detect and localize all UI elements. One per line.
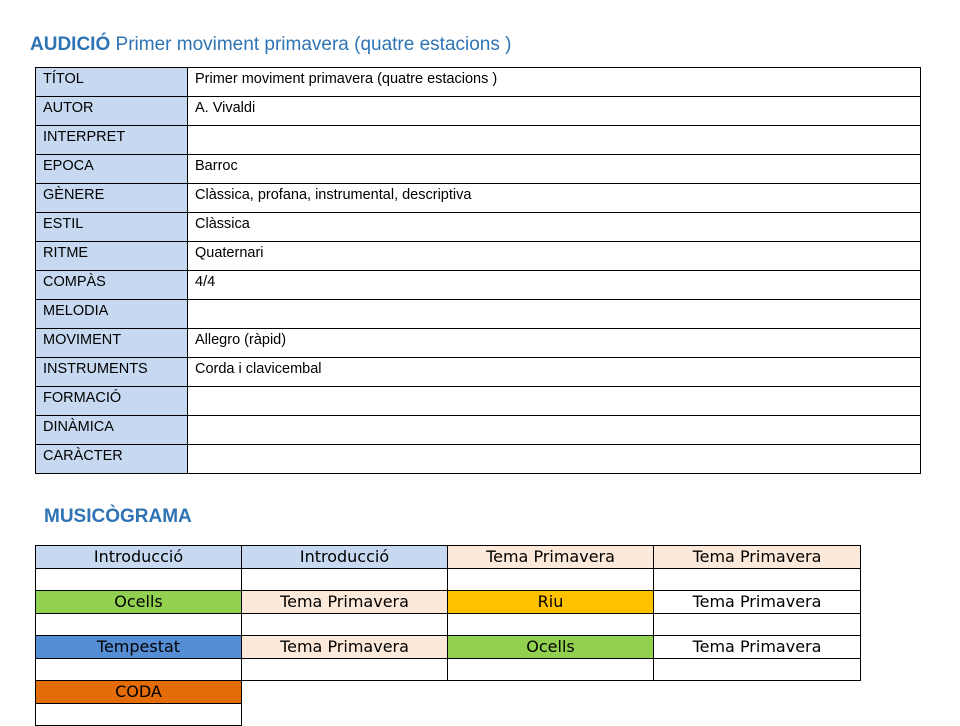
info-value[interactable] [188,387,921,416]
musicograma-empty-cell[interactable] [448,568,654,591]
musicograma-row [36,546,861,569]
musicograma-empty-cell[interactable] [448,613,654,636]
musicograma-cell[interactable]: Tema Primavera [448,546,654,569]
info-row [36,242,921,271]
info-value[interactable] [188,416,921,445]
blank-space [654,681,861,704]
audition-info-table [35,67,921,474]
blank-space [448,703,654,726]
musicograma-cell[interactable]: Ocells [36,591,242,614]
blank-space [448,681,654,704]
musicograma-empty-cell[interactable] [242,613,448,636]
musicograma-title: MUSICÒGRAMA [44,506,192,527]
info-label: TÍTOL [36,68,188,97]
info-row [36,126,921,155]
info-label: FORMACIÓ [36,387,188,416]
blank-space [242,681,448,704]
musicograma-row [36,703,861,726]
musicograma-cell[interactable]: Introducció [242,546,448,569]
info-label: MOVIMENT [36,329,188,358]
musicograma-empty-cell[interactable] [654,658,861,681]
info-label: MELODIA [36,300,188,329]
musicograma-empty-cell[interactable] [36,613,242,636]
musicograma-row [36,591,861,614]
info-row [36,300,921,329]
musicograma-cell[interactable]: Tema Primavera [242,636,448,659]
musicograma-row [36,658,861,681]
info-row [36,445,921,474]
musicograma-row [36,636,861,659]
info-label: DINÀMICA [36,416,188,445]
info-row [36,329,921,358]
musicograma-row [36,681,861,704]
musicograma-row [36,613,861,636]
musicograma-empty-cell[interactable] [242,568,448,591]
info-value[interactable]: Allegro (ràpid) [188,329,921,358]
info-value[interactable]: 4/4 [188,271,921,300]
info-label: ESTIL [36,213,188,242]
musicograma-empty-cell[interactable] [654,568,861,591]
page-title-text: Primer moviment primavera (quatre estacions ) [115,34,512,55]
blank-space [654,703,861,726]
info-label: INTERPRET [36,126,188,155]
info-label: INSTRUMENTS [36,358,188,387]
info-value[interactable]: Quaternari [188,242,921,271]
info-value[interactable]: Clàssica [188,213,921,242]
page-title [30,34,511,56]
page-title-bold: AUDICIÓ [30,34,111,55]
info-row [36,358,921,387]
info-value[interactable] [188,126,921,155]
musicograma-cell[interactable]: Tema Primavera [654,636,861,659]
musicograma-grid [35,545,861,726]
info-row [36,387,921,416]
musicograma-empty-cell[interactable] [448,658,654,681]
musicograma-cell[interactable]: Tempestat [36,636,242,659]
musicograma-cell[interactable]: Tema Primavera [654,546,861,569]
musicograma-empty-cell[interactable] [654,613,861,636]
musicograma-cell[interactable]: Tema Primavera [242,591,448,614]
musicograma-cell[interactable]: Tema Primavera [654,591,861,614]
musicograma-cell[interactable]: Ocells [448,636,654,659]
musicograma-empty-cell[interactable] [36,658,242,681]
info-label: RITME [36,242,188,271]
musicograma-cell[interactable]: CODA [36,681,242,704]
info-row [36,155,921,184]
musicograma-cell[interactable]: Introducció [36,546,242,569]
info-label: AUTOR [36,97,188,126]
info-label: EPOCA [36,155,188,184]
musicograma-row [36,568,861,591]
info-label: GÈNERE [36,184,188,213]
info-value[interactable]: Primer moviment primavera (quatre estacions ) [188,68,921,97]
info-row [36,97,921,126]
info-value[interactable]: Barroc [188,155,921,184]
musicograma-cell[interactable]: Riu [448,591,654,614]
info-value[interactable]: A. Vivaldi [188,97,921,126]
blank-space [242,703,448,726]
musicograma-empty-cell[interactable] [242,658,448,681]
musicograma-empty-cell[interactable] [36,703,242,726]
info-row [36,416,921,445]
info-value[interactable]: Clàssica, profana, instrumental, descriptiva [188,184,921,213]
musicograma-empty-cell[interactable] [36,568,242,591]
info-label: COMPÀS [36,271,188,300]
info-row [36,184,921,213]
info-value[interactable] [188,300,921,329]
info-value[interactable]: Corda i clavicembal [188,358,921,387]
info-label: CARÀCTER [36,445,188,474]
info-row [36,271,921,300]
info-value[interactable] [188,445,921,474]
info-row [36,213,921,242]
info-row [36,68,921,97]
